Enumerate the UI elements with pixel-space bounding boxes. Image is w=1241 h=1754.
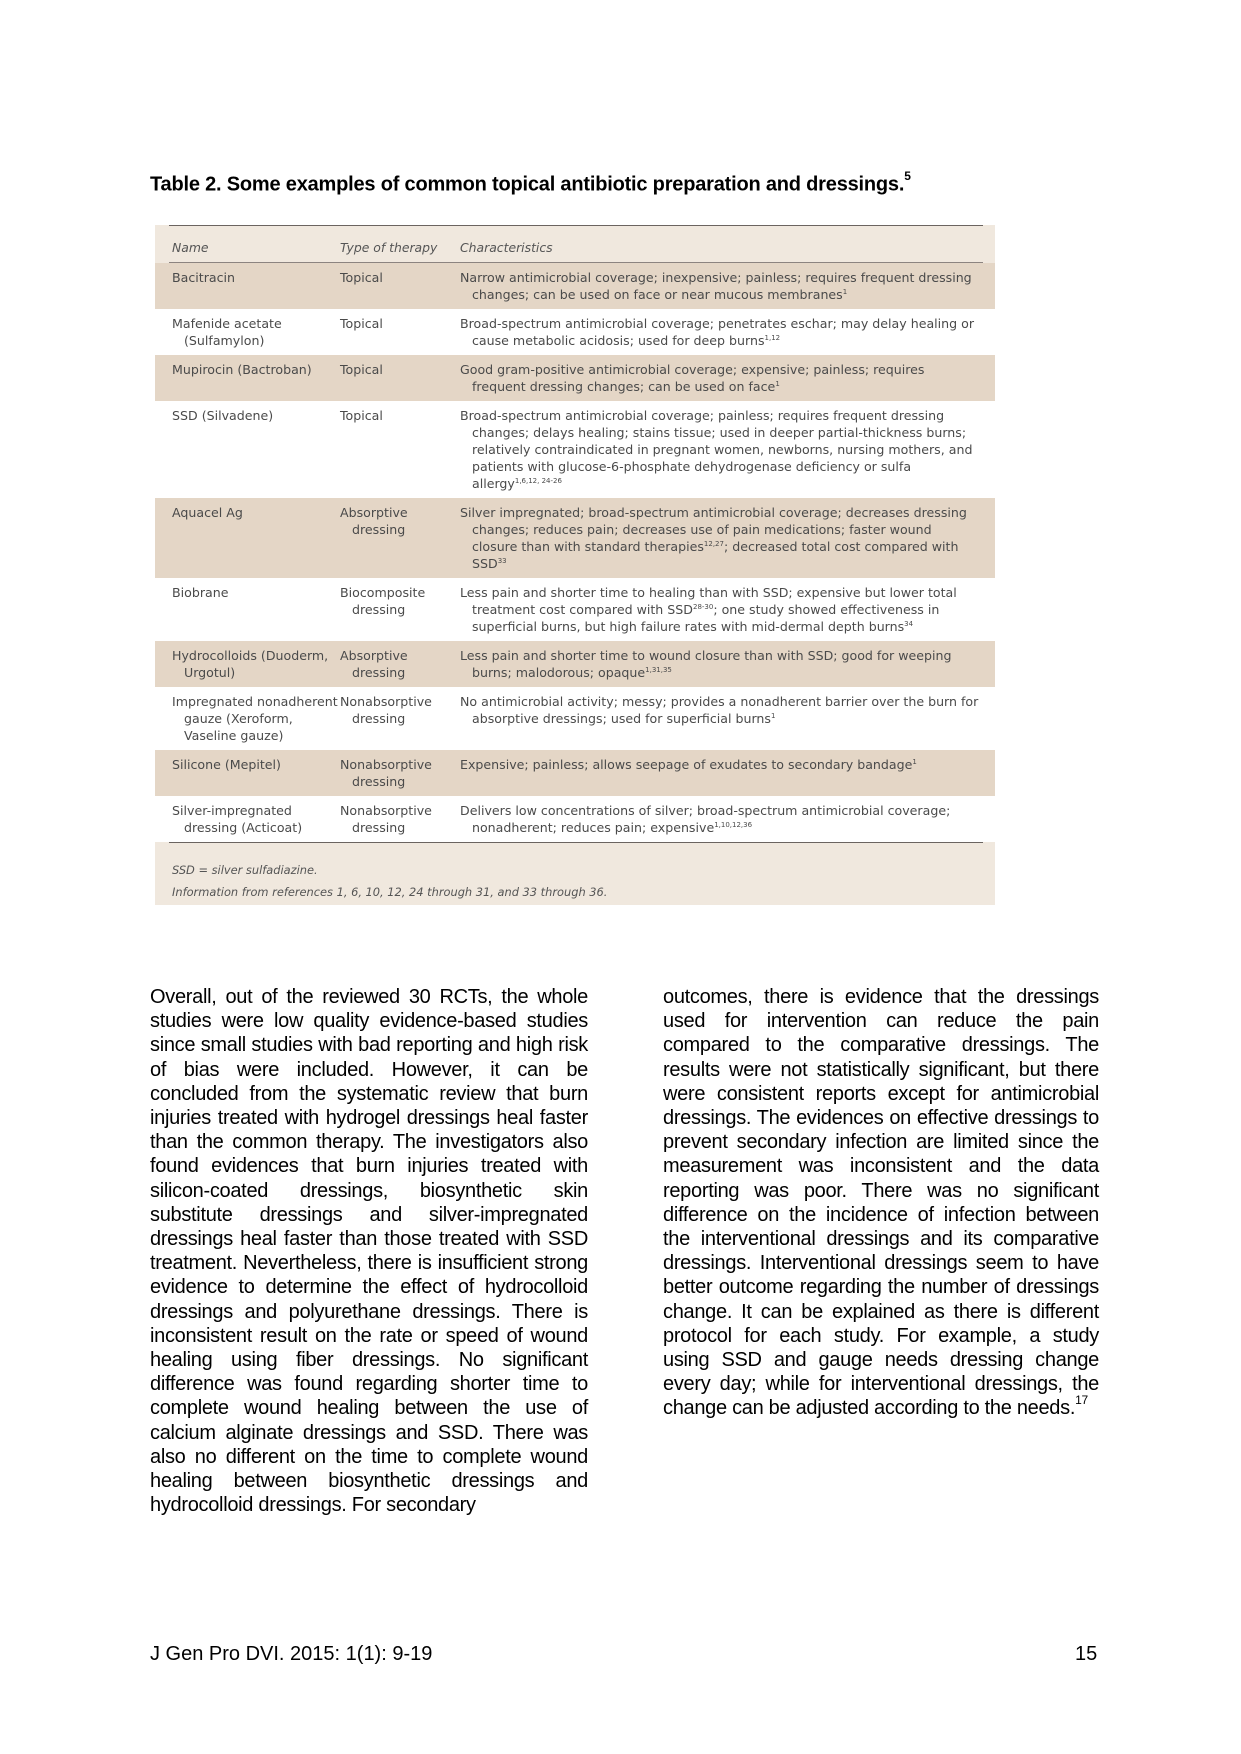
row-ref: 1 <box>770 711 776 720</box>
row-characteristics: Expensive; painless; allows seepage of exudates to secondary bandage$^1$ <box>460 757 917 772</box>
row-name: Impregnated nonadherent gauze (Xeroform, Vaseline gauze) <box>172 694 338 743</box>
body-right-ref: 17 <box>1075 1392 1088 1407</box>
header-name: Name <box>172 240 209 255</box>
row-name: Silver-impregnated dressing (Acticoat) <box>172 803 303 835</box>
body-right-text: outcomes, there is evidence that the dressings used for intervention can reduce the pain compared to the comparative dressings. The results were not statistically significant, but there were consistent reports except for antimicrobial dressings. The evidences on effective dressings to prevent secondary infection are limited since the measurement was inconsistent and the data reporting was poor. There was no significant difference on the incidence of infection between the interventional dressings and its comparative dressings. Interventional dressings seem to have better outcome regarding the number of dressings change. It can be explained as there is different protocol for each study. For example, a study using SSD and gauge needs dressing change every day; while for interventional dressings, the change can be adjusted according to the needs. <box>663 986 1099 1420</box>
table-row <box>155 641 995 687</box>
row-name: Biobrane <box>172 585 229 600</box>
row-name: Bacitracin <box>172 270 236 285</box>
row-ref: 1 <box>775 379 780 388</box>
row-type: Topical <box>340 316 383 331</box>
row-ref: 28-30 <box>692 602 714 611</box>
row-characteristics: Silver impregnated; broad-spectrum antimicrobial coverage; decreases dressing changes; reduces pain; decreases use of pain medications; faster wound closure than with standard therapies$^{12,27}$; decreased total cost compared with SSD$^{33}$ <box>460 505 967 571</box>
row-type: Nonabsorptive dressing <box>340 694 432 726</box>
row-ref: 1,6,12, 24-26 <box>514 476 562 485</box>
row-type: Absorptive dressing <box>340 505 408 537</box>
row-name: Silicone (Mepitel) <box>172 757 281 772</box>
row-characteristics: Good gram-positive antimicrobial coverage; expensive; painless; requires frequent dressing changes; can be used on face$^1$ <box>460 362 925 394</box>
row-type: Nonabsorptive dressing <box>340 757 432 789</box>
table-row <box>155 498 995 578</box>
table-title <box>150 169 1010 197</box>
table-row <box>155 750 995 796</box>
row-type: Absorptive dressing <box>340 648 408 680</box>
header-characteristics: Characteristics <box>460 240 553 255</box>
row-type: Topical <box>340 270 383 285</box>
row-ref: 33 <box>497 556 507 565</box>
row-name: Mafenide acetate (Sulfamylon) <box>172 316 282 348</box>
body-column-right <box>663 985 1099 1421</box>
row-characteristics: Broad-spectrum antimicrobial coverage; penetrates eschar; may delay healing or cause metabolic acidosis; used for deep burns$^{1,12}$ <box>460 316 975 348</box>
table-row <box>155 687 995 750</box>
table-row <box>155 355 995 401</box>
table-footnote-abbrev: SSD = silver sulfadiazine. <box>172 863 318 877</box>
row-type: Topical <box>340 408 383 423</box>
row-ref: 1 <box>842 287 848 296</box>
row-characteristics: Less pain and shorter time to wound closure than with SSD; good for weeping burns; malodorous; opaque$^{1,31,35}$ <box>460 648 952 680</box>
body-column-left: Overall, out of the reviewed 30 RCTs, the whole studies were low quality evidence-based studies since small studies with bad reporting and high risk of bias were included. However, it can be concluded from the systematic review that burn injuries treated with hydrogel dressings heal faster than the common therapy. The investigators also found evidences that burn injuries treated with silicon-coated dressings, biosynthetic skin substitute dressings and silver-impregnated dressings heal faster than those treated with SSD treatment. Nevertheless, there is insufficient strong evidence to determine the effect of hydrocolloid dressings and polyurethane dressings. There is inconsistent result on the rate or speed of wound healing using fiber dressings. No significant difference was found regarding shorter time to complete wound healing between the use of calcium alginate dressings and SSD. There was also no different on the time to complete wound healing between biosynthetic dressings and hydrocolloid dressings. For secondary <box>150 986 588 1517</box>
antibiotic-table <box>155 225 995 905</box>
row-characteristics: Less pain and shorter time to healing than with SSD; expensive but lower total treatment cost compared with SSD$^{28-30}$; one study showed effectiveness in superficial burns, but high failure rates with mid-dermal depth burns$^{34}$ <box>460 585 957 634</box>
table-row <box>155 309 995 355</box>
page-number: 15 <box>1075 1643 1098 1665</box>
row-characteristics: Narrow antimicrobial coverage; inexpensive; painless; requires frequent dressing changes; can be used on face or near mucous membranes$^1$ <box>460 270 972 302</box>
row-ref: 34 <box>904 619 914 628</box>
row-name: Hydrocolloids (Duoderm, Urgotul) <box>172 648 329 680</box>
row-characteristics: Broad-spectrum antimicrobial coverage; painless; requires frequent dressing changes; delays healing; stains tissue; used in deeper partial-thickness burns; relatively contraindicated in pregnant women, newborns, nursing mothers, and patients with glucose-6-phosphate dehydrogenase deficiency or sulfa allergy$^{1,6,12, 24-26}$ <box>460 408 973 491</box>
table-row <box>155 578 995 641</box>
row-name: SSD (Silvadene) <box>172 408 274 423</box>
row-type: Biocomposite dressing <box>340 585 426 617</box>
table-footnotes <box>155 843 995 905</box>
table-title-text: Table 2. Some examples of common topical antibiotic preparation and dressings. <box>150 173 905 196</box>
row-type: Topical <box>340 362 383 377</box>
row-ref: 1 <box>912 757 917 766</box>
row-characteristics: No antimicrobial activity; messy; provides a nonadherent barrier over the burn for absorptive dressings; used for superficial burns$^1$ <box>460 694 979 726</box>
journal-citation: J Gen Pro DVI. 2015: 1(1): 9-19 <box>150 1643 433 1665</box>
row-type: Nonabsorptive dressing <box>340 803 432 835</box>
table-title-ref: 5 <box>904 169 911 183</box>
row-ref: 12,27 <box>703 539 724 548</box>
table-footnote-source: Information from references 1, 6, 10, 12, 24 through 31, and 33 through 36. <box>172 885 608 899</box>
row-name: Aquacel Ag <box>172 505 243 520</box>
row-ref: 1,31,35 <box>645 665 672 674</box>
row-characteristics: Delivers low concentrations of silver; broad-spectrum antimicrobial coverage; nonadherent; reduces pain; expensive$^{1,10,12,36}$ <box>460 803 951 835</box>
table-row <box>155 263 995 309</box>
row-name: Mupirocin (Bactroban) <box>172 362 312 377</box>
table-row <box>155 796 995 842</box>
table-header-row <box>169 226 983 263</box>
header-type: Type of therapy <box>340 240 438 255</box>
row-ref: 1,12 <box>764 333 781 342</box>
table-row <box>155 401 995 498</box>
row-ref: 1,10,12,36 <box>714 820 753 829</box>
